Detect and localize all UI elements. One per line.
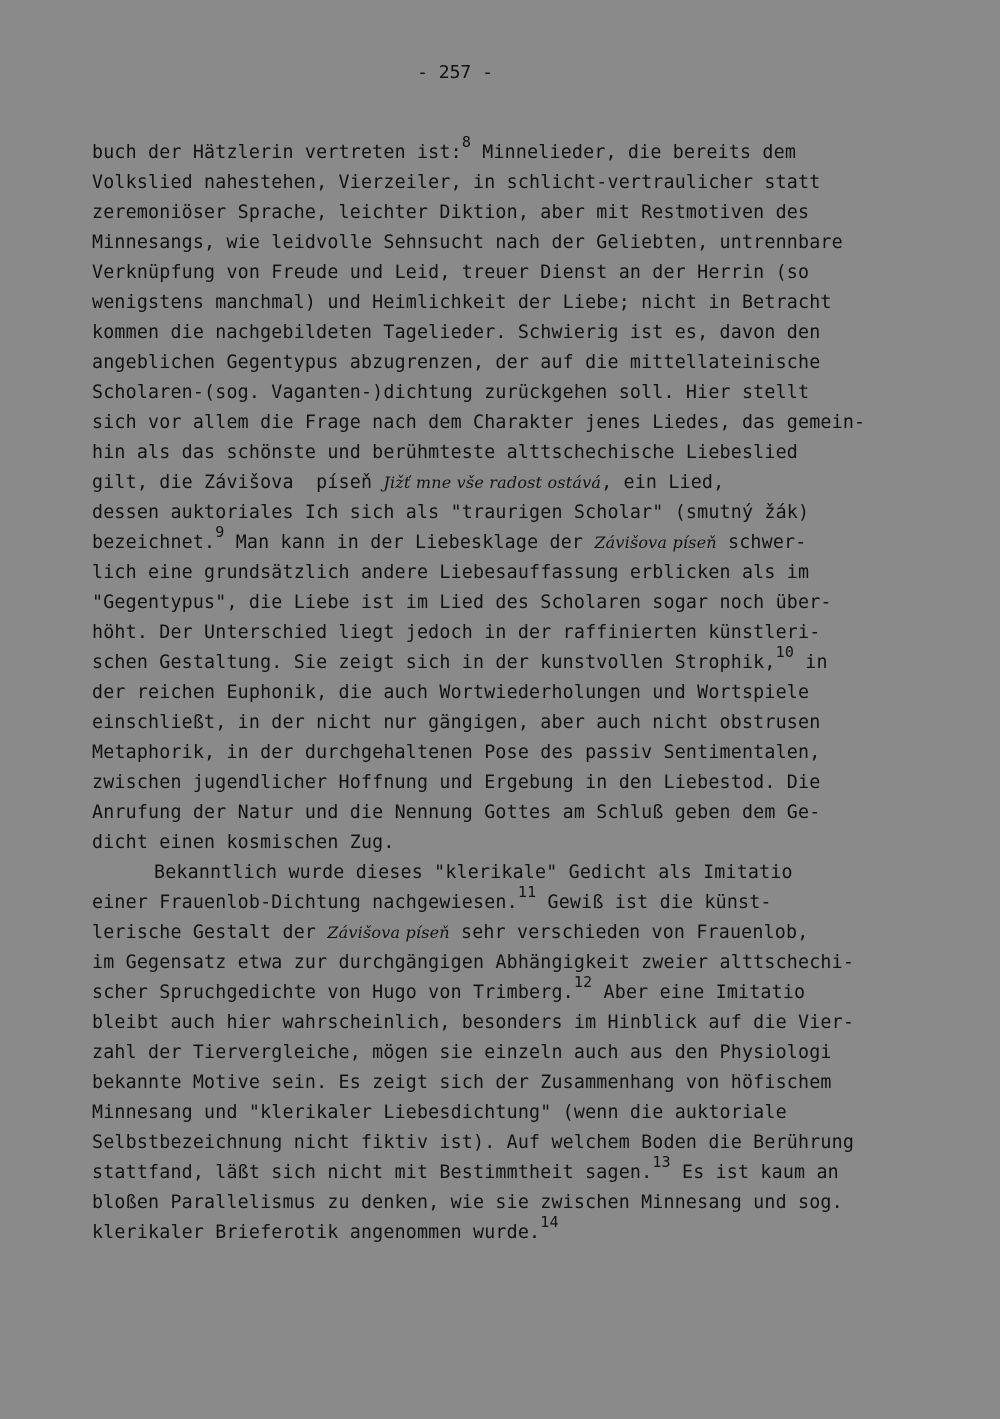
footnote-marker: 11 — [517, 883, 537, 901]
text-line — [92, 1153, 952, 1188]
text-segment: Selbstbezeichnung nicht fiktiv ist). Auf welchem Boden die Berührung — [92, 1132, 855, 1153]
text-line — [92, 258, 952, 288]
text-segment: einschließt, in der nicht nur gängigen, aber auch nicht obstrusen — [92, 712, 821, 733]
text-line — [92, 198, 952, 228]
text-line — [92, 133, 952, 168]
text-segment: sich vor allem die Frage nach dem Charakter jenes Liedes, das gemein- — [92, 412, 866, 433]
text-line — [92, 1008, 952, 1038]
text-segment: , ein Lied, — [601, 472, 725, 493]
text-line — [92, 438, 952, 468]
footnote-marker: 9 — [215, 523, 225, 541]
text-line — [92, 408, 952, 438]
footnote-marker: 13 — [652, 1153, 671, 1171]
text-line — [92, 828, 952, 858]
text-line — [92, 1128, 952, 1158]
text-line — [92, 523, 952, 558]
text-segment: stattfand, läßt sich nicht mit Bestimmtheit sagen. — [92, 1162, 653, 1183]
text-line — [92, 1213, 952, 1248]
text-line — [92, 318, 952, 348]
text-segment: kommen die nachgebildeten Tagelieder. Schwierig ist es, davon den — [92, 322, 821, 343]
work-title: Jižť mne vše radost ostává — [383, 473, 602, 492]
text-segment: einer Frauenlob-Dichtung nachgewiesen. — [92, 892, 518, 913]
footnote-marker: 14 — [540, 1213, 559, 1231]
text-line — [92, 948, 952, 978]
text-segment: angeblichen Gegentypus abzugrenzen, der auf die mittellateinische — [92, 352, 821, 373]
text-segment: Minnesangs, wie leidvolle Sehnsucht nach der Geliebten, untrennbare — [92, 232, 843, 253]
footnote-marker: 10 — [775, 643, 795, 661]
text-line — [92, 348, 952, 378]
work-title: Závišova píseň — [594, 533, 717, 552]
text-segment: zeremoniöser Sprache, leichter Diktion, aber mit Restmotiven des — [92, 202, 810, 223]
work-title: Závišova píseň — [327, 923, 450, 942]
text-line — [92, 798, 952, 828]
text-segment: klerikaler Brieferotik angenommen wurde. — [92, 1222, 541, 1243]
text-line — [92, 618, 952, 648]
text-segment: bekannte Motive sein. Es zeigt sich der Zusammenhang von höfischem — [92, 1072, 832, 1093]
text-segment: "Gegentypus", die Liebe ist im Lied des Scholaren sogar noch über- — [92, 592, 832, 613]
text-segment: sehr verschieden von Frauenlob, — [449, 922, 809, 943]
text-line — [92, 588, 952, 618]
footnote-marker: 8 — [461, 133, 472, 151]
footnote-marker: 12 — [573, 973, 593, 991]
text-line — [92, 918, 952, 948]
text-segment: Volkslied nahestehen, Vierzeiler, in schlicht-vertraulicher statt — [92, 172, 821, 193]
text-segment: Man kann in der Liebesklage der — [224, 532, 595, 553]
text-segment: buch der Hätzlerin vertreten ist: — [92, 142, 462, 163]
text-segment: Scholaren-(sog. Vaganten-)dichtung zurückgehen soll. Hier stellt — [92, 382, 810, 403]
text-line — [92, 558, 952, 588]
text-line — [92, 1068, 952, 1098]
text-segment: bloßen Parallelismus zu denken, wie sie zwischen Minnesang und sog. — [92, 1192, 843, 1213]
text-line — [92, 708, 952, 738]
text-segment: wenigstens manchmal) und Heimlichkeit der Liebe; nicht in Betracht — [92, 292, 832, 313]
text-line — [92, 288, 952, 318]
text-segment: der reichen Euphonik, die auch Wortwiederholungen und Wortspiele — [92, 682, 810, 703]
text-segment: höht. Der Unterschied liegt jedoch in der raffinierten künstleri- — [92, 622, 821, 643]
text-line — [92, 643, 952, 678]
text-line — [92, 168, 952, 198]
text-segment: zahl der Tiervergleiche, mögen sie einzeln auch aus den Physiologi — [92, 1042, 832, 1063]
text-line — [92, 1098, 952, 1128]
text-line — [92, 228, 952, 258]
text-line — [92, 1188, 952, 1218]
text-segment: Anrufung der Natur und die Nennung Gottes am Schluß geben dem Ge- — [92, 802, 821, 823]
text-line — [92, 678, 952, 708]
text-segment: scher Spruchgedichte von Hugo von Trimberg. — [92, 982, 574, 1003]
text-segment: schwer- — [716, 532, 807, 553]
text-segment: dessen auktoriales Ich sich als "traurigen Scholar" (smutný žák) — [92, 502, 810, 523]
text-line — [92, 378, 952, 408]
text-line — [92, 738, 952, 768]
page-number: - 257 - — [417, 62, 493, 83]
text-line — [92, 768, 952, 798]
text-segment: lich eine grundsätzlich andere Liebesauffassung erblicken als im — [92, 562, 810, 583]
text-line — [92, 1038, 952, 1068]
text-line — [92, 468, 952, 498]
text-segment: Minnesang und "klerikaler Liebesdichtung" (wenn die auktoriale — [92, 1102, 787, 1123]
text-segment: hin als das schönste und berühmteste alttschechische Liebeslied — [92, 442, 798, 463]
text-segment: Es ist kaum an — [670, 1162, 839, 1183]
text-segment: in — [794, 652, 828, 673]
text-segment: dicht einen kosmischen Zug. — [92, 832, 395, 853]
text-segment: Bekanntlich wurde dieses "klerikale" Gedicht als Imitatio — [154, 862, 793, 883]
text-segment: Gewiß ist die künst- — [536, 892, 772, 913]
text-segment: gilt, die Závišova píseň — [92, 472, 384, 493]
text-segment: bleibt auch hier wahrscheinlich, besonders im Hinblick auf die Vier- — [92, 1012, 855, 1033]
text-line — [92, 883, 952, 918]
text-segment: Minnelieder, die bereits dem — [471, 142, 797, 163]
text-segment: Aber eine Imitatio — [592, 982, 806, 1003]
text-line — [92, 973, 952, 1008]
text-segment: zwischen jugendlicher Hoffnung und Ergebung in den Liebestod. Die — [92, 772, 821, 793]
text-segment: im Gegensatz etwa zur durchgängigen Abhängigkeit zweier alttschechi- — [92, 952, 855, 973]
text-segment: Verknüpfung von Freude und Leid, treuer Dienst an der Herrin (so — [92, 262, 810, 283]
text-segment: lerische Gestalt der — [92, 922, 328, 943]
body-text — [92, 133, 952, 1248]
text-segment: schen Gestaltung. Sie zeigt sich in der kunstvollen Strophik, — [92, 652, 776, 673]
text-segment: bezeichnet. — [92, 532, 216, 553]
text-segment: Metaphorik, in der durchgehaltenen Pose des passiv Sentimentalen, — [92, 742, 821, 763]
